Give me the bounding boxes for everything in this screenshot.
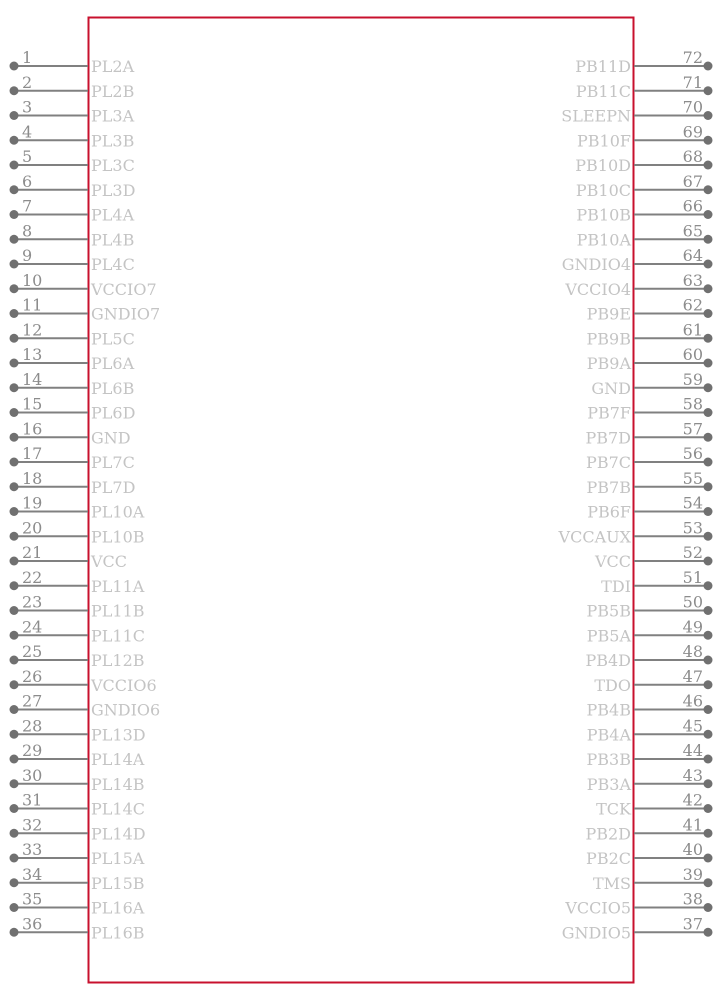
pin-name: PL13D [91,725,146,745]
pin-endpoint-dot [704,829,713,838]
pin-endpoint-dot [10,606,19,615]
pin-number: 36 [22,914,43,934]
pin-name: PB3B [586,750,631,769]
pin-number: 12 [22,320,43,340]
pin-number: 5 [22,147,33,166]
pin-number: 43 [682,765,703,785]
pin-number: 16 [22,419,43,439]
pin-name: PL10B [91,527,145,547]
pin-name: PB10B [576,205,631,225]
pin-number: 48 [682,642,703,661]
pin-name: GNDIO5 [561,923,631,943]
pin-name: PB10A [576,230,631,250]
pin-name: TDI [601,576,631,596]
pin-number: 28 [22,716,43,736]
pin-endpoint-dot [704,458,713,467]
pin-number: 4 [22,122,33,142]
pin-endpoint-dot [704,408,713,417]
pin-name: PL15A [91,849,145,868]
pin-endpoint-dot [10,705,19,714]
pin-endpoint-dot [10,903,19,912]
pin-number: 11 [22,295,43,315]
pin-name: VCCIO7 [91,279,157,299]
pin-number: 69 [682,122,703,142]
pin-name: PB7B [586,477,631,497]
pin-number: 27 [22,691,43,711]
pin-endpoint-dot [10,161,19,170]
pin-name: PB9B [586,329,631,349]
pin-endpoint-dot [10,854,19,863]
pin-endpoint-dot [10,210,19,219]
pin-number: 62 [682,295,703,315]
pin-name: PL7C [91,453,135,472]
pin-endpoint-dot [10,507,19,516]
pin-37 [562,914,713,942]
pin-endpoint-dot [704,804,713,813]
pin-endpoint-dot [704,656,713,665]
pin-endpoint-dot [10,532,19,541]
pin-number: 54 [682,493,703,513]
pin-number: 64 [682,246,703,265]
pin-name: PB9A [586,354,631,373]
pin-number: 41 [682,815,703,835]
pin-name: PB11D [575,57,631,76]
pin-name: PL11A [91,576,145,596]
pin-name: PB3A [586,774,631,794]
pin-endpoint-dot [704,903,713,912]
pin-name: GNDIO4 [561,255,631,274]
pin-name: TDO [594,675,631,695]
pin-endpoint-dot [10,62,19,71]
pin-endpoint-dot [704,359,713,368]
pin-endpoint-dot [704,136,713,145]
pin-endpoint-dot [704,260,713,269]
pin-endpoint-dot [704,284,713,293]
pin-number: 31 [22,790,43,810]
pin-name: PL4B [91,230,135,250]
pin-endpoint-dot [10,136,19,145]
pin-number: 9 [22,246,33,265]
pin-name: PB10F [577,131,631,151]
pin-number: 58 [682,394,703,414]
pin-name: PL5C [91,329,135,349]
pin-number: 44 [682,741,703,760]
pin-number: 10 [22,270,43,290]
pin-name: VCC [594,552,631,571]
pin-number: 51 [682,567,703,587]
pin-number: 39 [682,864,703,884]
pin-name: PL10A [91,502,145,522]
pin-number: 23 [22,592,43,612]
pin-number: 17 [22,444,43,463]
pin-name: VCCIO5 [565,898,631,918]
pin-name: PB7D [585,428,631,448]
pin-name: VCCAUX [558,527,631,547]
pin-name: PB5B [586,601,631,621]
pin-endpoint-dot [10,631,19,640]
pin-number: 30 [22,765,43,785]
pin-name: PB5A [586,626,631,646]
pin-name: GND [91,428,131,448]
pin-name: PL12B [91,651,145,670]
pin-endpoint-dot [704,581,713,590]
pin-name: PB10C [575,180,631,200]
pin-endpoint-dot [10,928,19,937]
pin-36 [10,914,145,942]
pin-name: PB2D [585,824,631,844]
pin-endpoint-dot [704,606,713,615]
pin-number: 29 [22,741,43,760]
pin-number: 72 [682,48,703,67]
pin-endpoint-dot [704,680,713,689]
pin-number: 53 [682,518,703,538]
pin-endpoint-dot [704,507,713,516]
pin-endpoint-dot [704,755,713,764]
pin-number: 70 [682,97,703,117]
pin-endpoint-dot [10,829,19,838]
pin-name: PL3B [91,131,135,151]
pin-number: 63 [682,270,703,290]
pin-name: VCC [91,552,128,571]
pin-name: PL11C [91,626,145,646]
pin-endpoint-dot [10,433,19,442]
pin-number: 13 [22,345,43,364]
pin-number: 3 [22,97,33,117]
pin-number: 57 [682,419,703,439]
right-pin-group [558,48,713,942]
pin-endpoint-dot [704,557,713,566]
pin-endpoint-dot [704,161,713,170]
pin-number: 15 [22,394,43,414]
pin-endpoint-dot [10,581,19,590]
pin-number: 34 [22,864,43,884]
pin-endpoint-dot [10,804,19,813]
pin-number: 55 [682,468,703,488]
pin-name: PL2A [91,57,135,76]
pin-endpoint-dot [10,779,19,788]
pin-number: 33 [22,840,43,859]
pin-endpoint-dot [704,86,713,95]
pin-name: VCCIO6 [91,675,157,695]
pin-endpoint-dot [10,284,19,293]
pin-endpoint-dot [10,235,19,244]
pin-endpoint-dot [704,730,713,739]
pin-number: 24 [22,617,43,637]
pin-number: 68 [682,147,703,166]
pin-name: PL14A [91,750,145,769]
pin-endpoint-dot [704,185,713,194]
pin-name: PL6D [91,403,136,423]
pin-endpoint-dot [10,557,19,566]
pin-number: 14 [22,369,43,389]
pin-number: 35 [22,889,43,909]
pin-name: PB2C [586,849,631,868]
pin-number: 18 [22,468,43,488]
pin-name: PB4A [586,725,631,745]
pin-endpoint-dot [704,111,713,120]
pin-name: TCK [596,799,631,819]
pin-name: PL6A [91,354,135,373]
pin-name: PB6F [587,502,631,522]
pin-number: 19 [22,493,43,513]
pin-name: GNDIO6 [91,700,161,720]
pin-name: VCCIO4 [565,279,631,299]
pin-number: 21 [22,543,43,562]
pin-name: PB9E [586,304,631,324]
pin-endpoint-dot [10,755,19,764]
pin-endpoint-dot [10,656,19,665]
pin-number: 20 [22,518,43,538]
pin-number: 1 [22,48,33,67]
pin-name: PL16B [91,923,145,943]
pin-endpoint-dot [10,458,19,467]
pin-number: 49 [682,617,703,637]
pin-number: 66 [682,196,703,216]
pin-endpoint-dot [704,482,713,491]
pin-number: 7 [22,196,33,216]
pin-endpoint-dot [704,779,713,788]
pin-endpoint-dot [704,705,713,714]
pin-name: PL6B [91,378,135,398]
pin-endpoint-dot [10,482,19,491]
ic-body-outline [89,18,634,983]
pin-number: 22 [22,567,43,587]
pin-endpoint-dot [10,680,19,689]
pin-endpoint-dot [704,309,713,318]
pin-endpoint-dot [10,86,19,95]
pin-number: 59 [682,369,703,389]
pin-endpoint-dot [704,878,713,887]
pin-number: 25 [22,642,43,661]
pin-endpoint-dot [704,383,713,392]
pin-number: 46 [682,691,703,711]
pin-endpoint-dot [704,532,713,541]
pin-endpoint-dot [704,334,713,343]
pin-name: TMS [592,873,631,893]
pin-number: 8 [22,221,33,241]
pin-number: 52 [682,543,703,562]
pin-endpoint-dot [10,260,19,269]
pin-endpoint-dot [10,408,19,417]
pin-name: PB7F [587,403,631,423]
pin-endpoint-dot [10,309,19,318]
pin-endpoint-dot [704,854,713,863]
pin-name: PL15B [91,873,145,893]
pin-name: PL4C [91,255,135,274]
pin-name: PL3C [91,156,135,175]
pin-name: PL14C [91,799,145,819]
pin-name: GND [591,378,631,398]
pin-number: 65 [682,221,703,241]
left-pin-group [10,48,161,942]
pin-name: PL3A [91,106,135,126]
pin-name: PL14D [91,824,146,844]
pin-endpoint-dot [10,111,19,120]
pin-number: 37 [682,914,703,934]
pin-number: 6 [22,171,33,191]
pin-endpoint-dot [704,631,713,640]
pin-name: PB4B [586,700,631,720]
pin-endpoint-dot [10,383,19,392]
pin-number: 47 [682,666,703,686]
pin-endpoint-dot [704,433,713,442]
pin-name: PL16A [91,898,145,918]
pin-endpoint-dot [10,185,19,194]
pin-endpoint-dot [704,62,713,71]
pin-endpoint-dot [704,928,713,937]
pin-number: 56 [682,444,703,463]
pin-number: 2 [22,72,33,92]
pin-number: 40 [682,840,703,859]
pin-name: PB7C [586,453,631,472]
pin-number: 26 [22,666,43,686]
pin-endpoint-dot [10,359,19,368]
pin-endpoint-dot [704,210,713,219]
pin-endpoint-dot [704,235,713,244]
pin-name: PB10D [575,156,631,175]
pin-name: SLEEPN [561,106,631,126]
pin-endpoint-dot [10,334,19,343]
pin-number: 32 [22,815,43,835]
pin-name: PL14B [91,774,145,794]
pin-name: PL7D [91,477,136,497]
pin-name: PL2B [91,81,135,101]
pin-number: 50 [682,592,703,612]
pin-number: 42 [682,790,703,810]
pin-name: PL4A [91,205,135,225]
pin-name: PL3D [91,180,136,200]
pin-number: 67 [682,171,703,191]
pin-name: PL11B [91,601,145,621]
pin-number: 71 [682,72,703,92]
pin-name: PB4D [585,651,631,670]
pin-number: 60 [682,345,703,364]
pin-name: PB11C [575,81,631,101]
pin-number: 61 [682,320,703,340]
pin-number: 38 [682,889,703,909]
pin-endpoint-dot [10,878,19,887]
pin-endpoint-dot [10,730,19,739]
pin-name: GNDIO7 [91,304,161,324]
pin-number: 45 [682,716,703,736]
